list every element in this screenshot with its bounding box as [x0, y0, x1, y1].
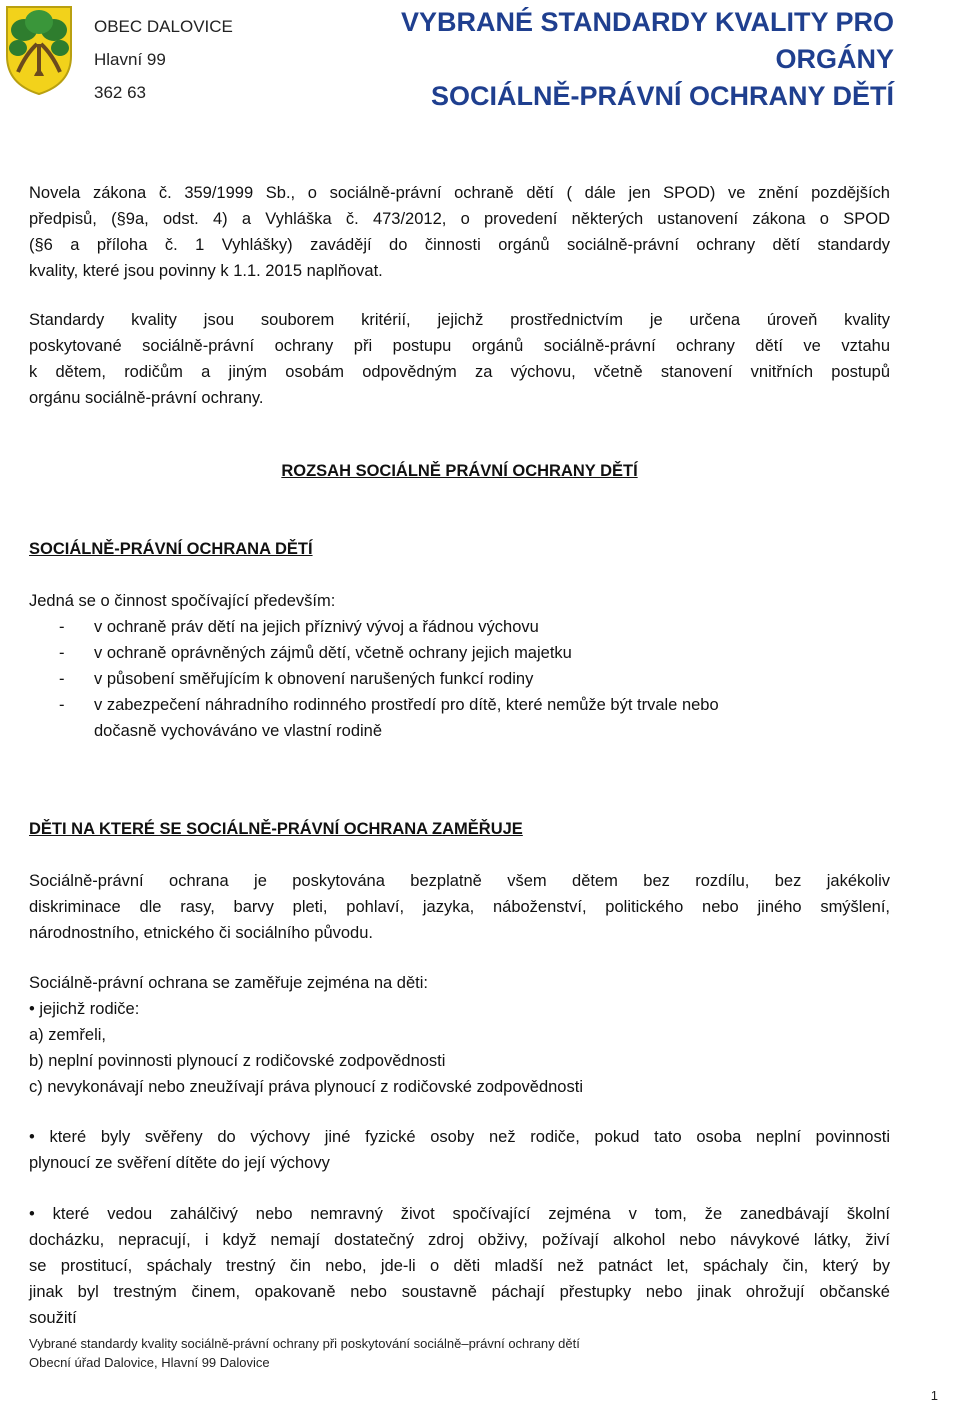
spod-intro: Jedná se o činnost spočívající především: — [29, 592, 336, 610]
text-line: • které vedou zahálčivý nebo nemravný život spočívající zejména v tom, že zanedbávají školní — [29, 1205, 890, 1223]
spod-activity-list — [29, 614, 890, 744]
text-line: poskytované sociálně-právní ochrany při postupu orgánů sociálně-právní ochrany dětí ve vztahu — [29, 337, 890, 355]
text-line: Sociálně-právní ochrana se zaměřuje zejména na děti: — [29, 974, 428, 992]
coat-of-arms-icon — [4, 4, 74, 96]
text-line: se prostitucí, spáchaly trestný čin nebo, jde-li o děti mladší než patnáct let, spáchaly čin, který by — [29, 1257, 890, 1275]
text-line: Novela zákona č. 359/1999 Sb., o sociálně-právní ochraně dětí ( dále jen SPOD) ve znění pozdějších — [29, 184, 890, 202]
document-title-line-1: VYBRANÉ STANDARDY KVALITY PRO ORGÁNY — [400, 7, 894, 74]
text-line: Sociálně-právní ochrana je poskytována bezplatně všem dětem bez rozdílu, bez jakékoliv — [29, 872, 890, 890]
text-line: soužití — [29, 1309, 77, 1327]
text-line: b) neplní povinnosti plynoucí z rodičovské zodpovědnosti — [29, 1052, 446, 1070]
page-footer — [29, 1334, 580, 1372]
text-line: národnostního, etnického či sociálního původu. — [29, 924, 373, 942]
text-line: diskriminace dle rasy, barvy pleti, pohlaví, jazyka, náboženství, politického nebo jiného smýšlení, — [29, 898, 890, 916]
text-line: • jejichž rodiče: — [29, 1000, 140, 1018]
children-paragraph-1 — [29, 868, 890, 946]
text-line: (§6 a příloha č. 1 Vyhlášky) zavádějí do činnosti orgánů sociálně-právní ochrany dětí standardy — [29, 236, 890, 254]
list-item: - v působení směřujícím k obnovení narušených funkcí rodiny — [59, 670, 534, 688]
footer-line-1: Vybrané standardy kvality sociálně-právní ochrany při poskytování sociálně–právní ochrany dětí — [29, 1336, 580, 1351]
page-number: 1 — [930, 1388, 938, 1403]
list-item: - v ochraně oprávněných zájmů dětí, včetně ochrany jejich majetku — [59, 644, 572, 662]
text-line: plynoucí ze svěření dítěte do její výchovy — [29, 1154, 330, 1172]
list-item: - v ochraně práv dětí na jejich příznivý vývoj a řádnou výchovu — [59, 618, 539, 636]
standards-paragraph — [29, 307, 890, 411]
text-line: kvality, které jsou povinny k 1.1. 2015 naplňovat. — [29, 262, 383, 280]
text-line: předpisů, (§9a, odst. 4) a Vyhláška č. 473/2012, o provedení některých ustanovení zákona o SPOD — [29, 210, 890, 228]
text-line: orgánu sociálně-právní ochrany. — [29, 389, 264, 407]
footer-line-2: Obecní úřad Dalovice, Hlavní 99 Dalovice — [29, 1355, 270, 1370]
text-line: docházku, nepracují, i když nemají dostatečný zdroj obživy, požívají alkohol nebo návykové látky, živí — [29, 1231, 890, 1249]
children-paragraph-4 — [29, 1201, 890, 1331]
text-line: a) zemřeli, — [29, 1026, 107, 1044]
children-paragraph-3 — [29, 1124, 890, 1176]
document-title-line-2: SOCIÁLNĚ-PRÁVNÍ OCHRANY DĚTÍ — [430, 81, 894, 111]
document-title — [300, 4, 894, 115]
text-line: Standardy kvality jsou souborem kritérií, jejichž prostřednictvím je určena úroveň kvality — [29, 311, 890, 329]
text-line: jinak byl trestným činem, opakovaně nebo soustavně páchají přestupky nebo jinak ohrožují občanské — [29, 1283, 890, 1301]
street-address: Hlavní 99 — [94, 50, 166, 69]
intro-paragraph — [29, 180, 890, 284]
text-line: c) nevykonávají nebo zneužívají práva plynoucí z rodičovské zodpovědnosti — [29, 1078, 583, 1096]
list-item: - v zabezpečení náhradního rodinného prostředí pro dítě, které nemůže být trvale nebo — [59, 696, 719, 714]
postcode: 362 63 — [94, 83, 146, 102]
organization-address — [94, 10, 233, 109]
children-heading: DĚTI NA KTERÉ SE SOCIÁLNĚ-PRÁVNÍ OCHRANA ZAMĚŘUJE — [29, 820, 523, 838]
organization-name: OBEC DALOVICE — [94, 17, 233, 36]
spod-heading: SOCIÁLNĚ-PRÁVNÍ OCHRANA DĚTÍ — [29, 540, 313, 558]
list-item-continuation: dočasně vychováváno ve vlastní rodině — [94, 722, 383, 740]
text-line: k dětem, rodičům a jiným osobám odpovědným za výchovu, včetně stanovení vnitřních postupů — [29, 363, 890, 381]
text-line: • které byly svěřeny do výchovy jiné fyzické osoby než rodiče, pokud tato osoba neplní povinnosti — [29, 1128, 890, 1146]
children-paragraph-2 — [29, 970, 583, 1100]
scope-heading: ROZSAH SOCIÁLNĚ PRÁVNÍ OCHRANY DĚTÍ — [281, 462, 638, 480]
